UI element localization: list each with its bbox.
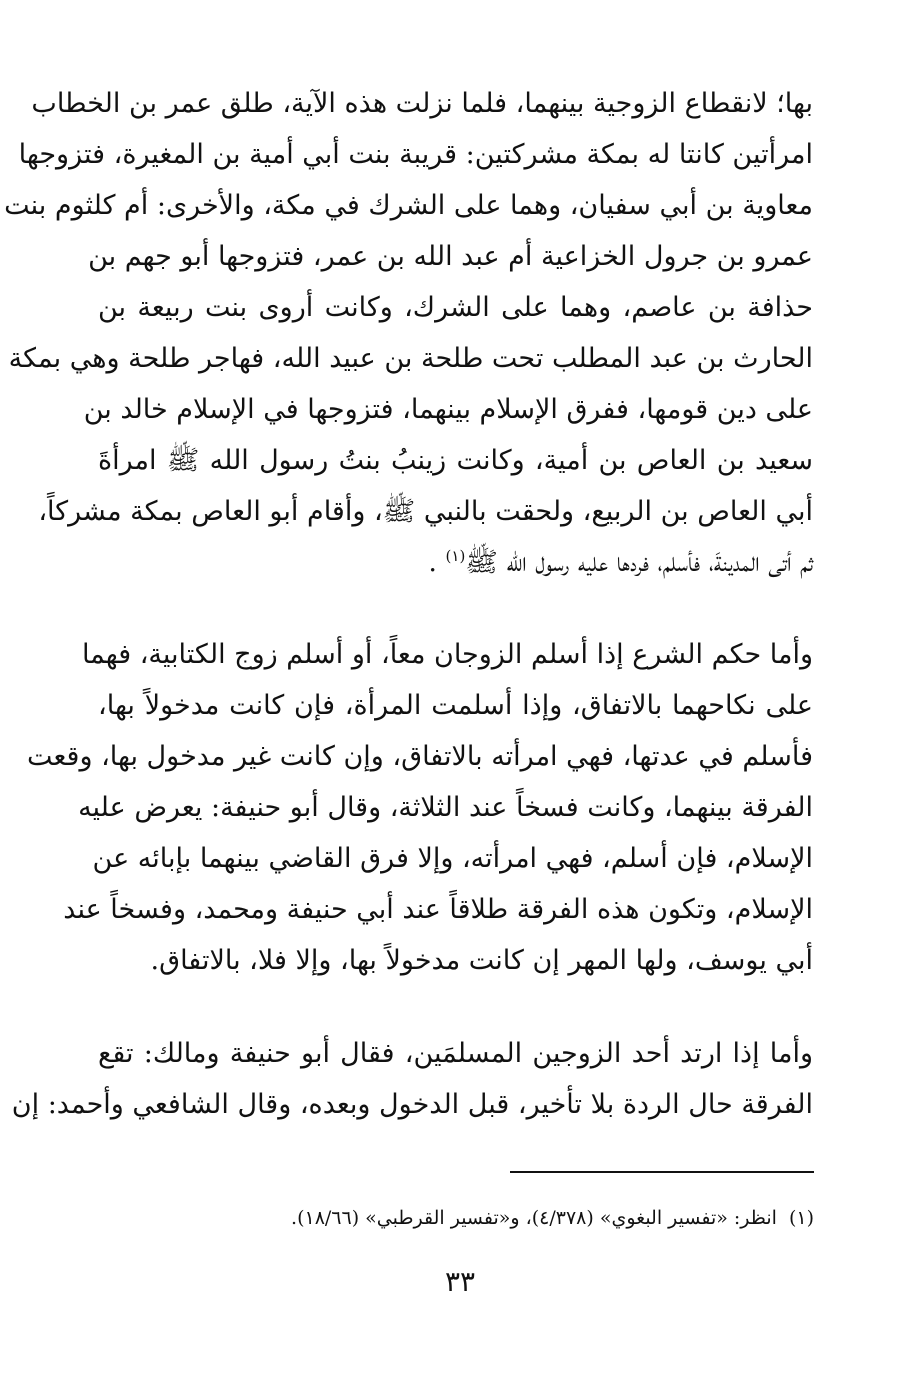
page-number: ٣٣ (444, 1265, 476, 1298)
text-line: سعيد بن العاص بن أمية، وكانت زينبُ بنتُ رسول الله ﷺ امرأةَ (98, 445, 813, 476)
text-line-with-footnote-ref (98, 537, 813, 588)
text-line: على دين قومها، ففرق الإسلام بينهما، فتزوجها في الإسلام خالد بن (83, 394, 813, 425)
text-line: الفرقة حال الردة بلا تأخير، قبل الدخول وبعده، وقال الشافعي وأحمد: إن (11, 1089, 813, 1120)
text-line: عمرو بن جرول الخزاعية أم عبد الله بن عمر، فتزوجها أبو جهم بن (88, 241, 813, 272)
footnote (114, 1198, 814, 1238)
text-line-content: ثم أتى المدينةَ، فأسلم، فردها عليه رسول الله ﷺ (465, 547, 813, 578)
paragraph-1 (4, 78, 813, 588)
footnote-reference[interactable]: (١) (445, 547, 466, 565)
footnote-text: انظر: «تفسير البغوي» (٤/٣٧٨)، و«تفسير القرطبي» (١٨/٦٦). (291, 1207, 777, 1229)
text-line: امرأتين كانتا له بمكة مشركتين: قريبة بنت أبي أمية بن المغيرة، فتزوجها (18, 139, 813, 170)
paragraph-2 (27, 629, 814, 986)
text-line: الإسلام، فإن أسلم، فهي امرأته، وإلا فرق القاضي بينهما بإبائه عن (92, 843, 813, 874)
text-line: وأما حكم الشرع إذا أسلم الزوجان معاً، أو أسلم زوج الكتابية، فهما (81, 639, 813, 670)
text-line: الإسلام، وتكون هذه الفرقة طلاقاً عند أبي حنيفة ومحمد، وفسخاً عند (63, 894, 813, 925)
text-line: حذافة بن عاصم، وهما على الشرك، وكانت أروى بنت ربيعة بن (98, 292, 813, 323)
footnote-marker: (١) (788, 1207, 814, 1229)
text-line: معاوية بن أبي سفيان، وهما على الشرك في مكة، والأخرى: أم كلثوم بنت (4, 190, 813, 221)
page-body (4, 78, 814, 1130)
text-line: الحارث بن عبد المطلب تحت طلحة بن عبيد الله، فهاجر طلحة وهي بمكة (8, 343, 813, 374)
text-line: على نكاحهما بالاتفاق، وإذا أسلمت المرأة، فإن كانت مدخولاً بها، (98, 690, 814, 721)
text-line: أبي يوسف، ولها المهر إن كانت مدخولاً بها، وإلا فلا، بالاتفاق. (150, 945, 813, 976)
text-line: فأسلم في عدتها، فهي امرأته بالاتفاق، وإن كانت غير مدخول بها، وقعت (27, 741, 813, 772)
line-end-punctuation: . (428, 547, 446, 578)
text-line: أبي العاص بن الربيع، ولحقت بالنبي ﷺ، وأقام أبو العاص بمكة مشركاً، (38, 496, 813, 527)
text-line: بها؛ لانقطاع الزوجية بينهما، فلما نزلت هذه الآية، طلق عمر بن الخطاب (31, 88, 813, 119)
text-line: وأما إذا ارتد أحد الزوجين المسلمَين، فقال أبو حنيفة ومالك: تقع (98, 1038, 813, 1069)
footnote-separator (510, 1171, 814, 1173)
text-line: الفرقة بينهما، وكانت فسخاً عند الثلاثة، وقال أبو حنيفة: يعرض عليه (78, 792, 813, 823)
paragraph-3 (11, 1028, 813, 1130)
